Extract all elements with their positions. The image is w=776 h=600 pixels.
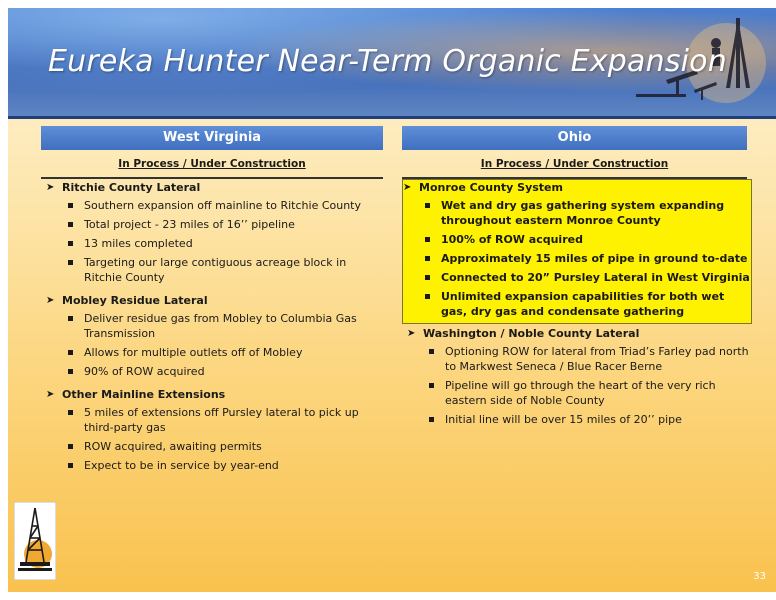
list-item	[46, 458, 378, 473]
square-bullet-icon	[68, 410, 73, 415]
list-item-text: Approximately 15 miles of pipe in ground to-date	[441, 252, 748, 265]
list-item	[407, 412, 752, 427]
title-banner	[8, 8, 776, 119]
list-item-text: Pipeline will go through the heart of the very rich eastern side of Noble County	[445, 379, 716, 407]
list-item	[403, 198, 751, 228]
list-item-text: Optioning ROW for lateral from Triad’s Farley pad north to Markwest Seneca / Blue Racer Berne	[445, 345, 749, 373]
square-bullet-icon	[429, 383, 434, 388]
list-item	[46, 345, 378, 360]
square-bullet-icon	[429, 417, 434, 422]
group-title-text: Mobley Residue Lateral	[62, 294, 208, 307]
group-title	[46, 293, 378, 308]
group-ritchie-county-lateral	[46, 180, 378, 285]
square-bullet-icon	[429, 349, 434, 354]
list-item-text: Deliver residue gas from Mobley to Columbia Gas Transmission	[84, 312, 357, 340]
group-title-text: Ritchie County Lateral	[62, 181, 201, 194]
group-monroe-county-system	[402, 179, 752, 324]
list-item	[403, 270, 751, 285]
group-title-text: Washington / Noble County Lateral	[423, 327, 640, 340]
list-item-text: Targeting our large contiguous acreage block in Ritchie County	[84, 256, 347, 284]
list-item	[403, 232, 751, 247]
square-bullet-icon	[68, 369, 73, 374]
group-washington-noble-county-lateral	[402, 326, 752, 427]
arrow-right-icon: ➤	[46, 295, 55, 306]
list-item-text: Unlimited expansion capabilities for both wet gas, dry gas and condensate gathering	[441, 290, 725, 318]
arrow-right-icon: ➤	[46, 182, 55, 193]
ohio-subheader: In Process / Under Construction	[402, 157, 747, 179]
group-title-text: Monroe County System	[419, 181, 563, 194]
page-number: 33	[753, 571, 766, 582]
square-bullet-icon	[425, 203, 430, 208]
square-bullet-icon	[425, 294, 430, 299]
list-item-text: 90% of ROW acquired	[84, 365, 205, 378]
list-item-text: Allows for multiple outlets off of Mobley	[84, 346, 303, 359]
list-item-text: 13 miles completed	[84, 237, 193, 250]
group-title	[407, 326, 752, 341]
square-bullet-icon	[68, 463, 73, 468]
square-bullet-icon	[68, 444, 73, 449]
square-bullet-icon	[68, 350, 73, 355]
group-other-mainline-extensions	[46, 387, 378, 473]
group-mobley-residue-lateral	[46, 293, 378, 379]
west-virginia-header: West Virginia	[41, 126, 383, 150]
page-title: Eureka Hunter Near-Term Organic Expansion	[48, 44, 727, 79]
list-item	[46, 255, 378, 285]
list-item	[403, 289, 751, 319]
drilling-rig-logo	[14, 502, 56, 580]
square-bullet-icon	[425, 256, 430, 261]
arrow-right-icon: ➤	[46, 389, 55, 400]
list-item-text: 5 miles of extensions off Pursley lateral to pick up third-party gas	[84, 406, 359, 434]
group-title	[403, 180, 751, 195]
west-virginia-subheader: In Process / Under Construction	[41, 157, 383, 179]
group-title-text: Other Mainline Extensions	[62, 388, 226, 401]
square-bullet-icon	[425, 275, 430, 280]
square-bullet-icon	[68, 316, 73, 321]
square-bullet-icon	[68, 222, 73, 227]
list-item-text: Wet and dry gas gathering system expanding throughout eastern Monroe County	[441, 199, 725, 227]
group-title	[46, 180, 378, 195]
west-virginia-list	[46, 180, 378, 477]
ohio-list	[402, 179, 752, 431]
list-item-text: Connected to 20” Pursley Lateral in West Virginia	[441, 271, 750, 284]
list-item-text: Southern expansion off mainline to Ritchie County	[84, 199, 362, 212]
square-bullet-icon	[68, 203, 73, 208]
list-item	[46, 364, 378, 379]
group-title	[46, 387, 378, 402]
slide	[8, 8, 776, 592]
square-bullet-icon	[425, 237, 430, 242]
list-item-text: Expect to be in service by year-end	[84, 459, 279, 472]
list-item-text: Initial line will be over 15 miles of 20’’ pipe	[445, 413, 682, 426]
list-item	[46, 405, 378, 435]
square-bullet-icon	[68, 260, 73, 265]
ohio-header: Ohio	[402, 126, 747, 150]
list-item	[46, 439, 378, 454]
list-item-text: Total project - 23 miles of 16’’ pipeline	[84, 218, 295, 231]
list-item	[46, 311, 378, 341]
square-bullet-icon	[68, 241, 73, 246]
arrow-right-icon: ➤	[403, 182, 412, 193]
list-item-text: 100% of ROW acquired	[441, 233, 583, 246]
list-item	[407, 344, 752, 374]
list-item	[46, 198, 378, 213]
list-item	[46, 236, 378, 251]
list-item-text: ROW acquired, awaiting permits	[84, 440, 262, 453]
list-item	[403, 251, 751, 266]
list-item	[46, 217, 378, 232]
list-item	[407, 378, 752, 408]
arrow-right-icon: ➤	[407, 328, 416, 339]
